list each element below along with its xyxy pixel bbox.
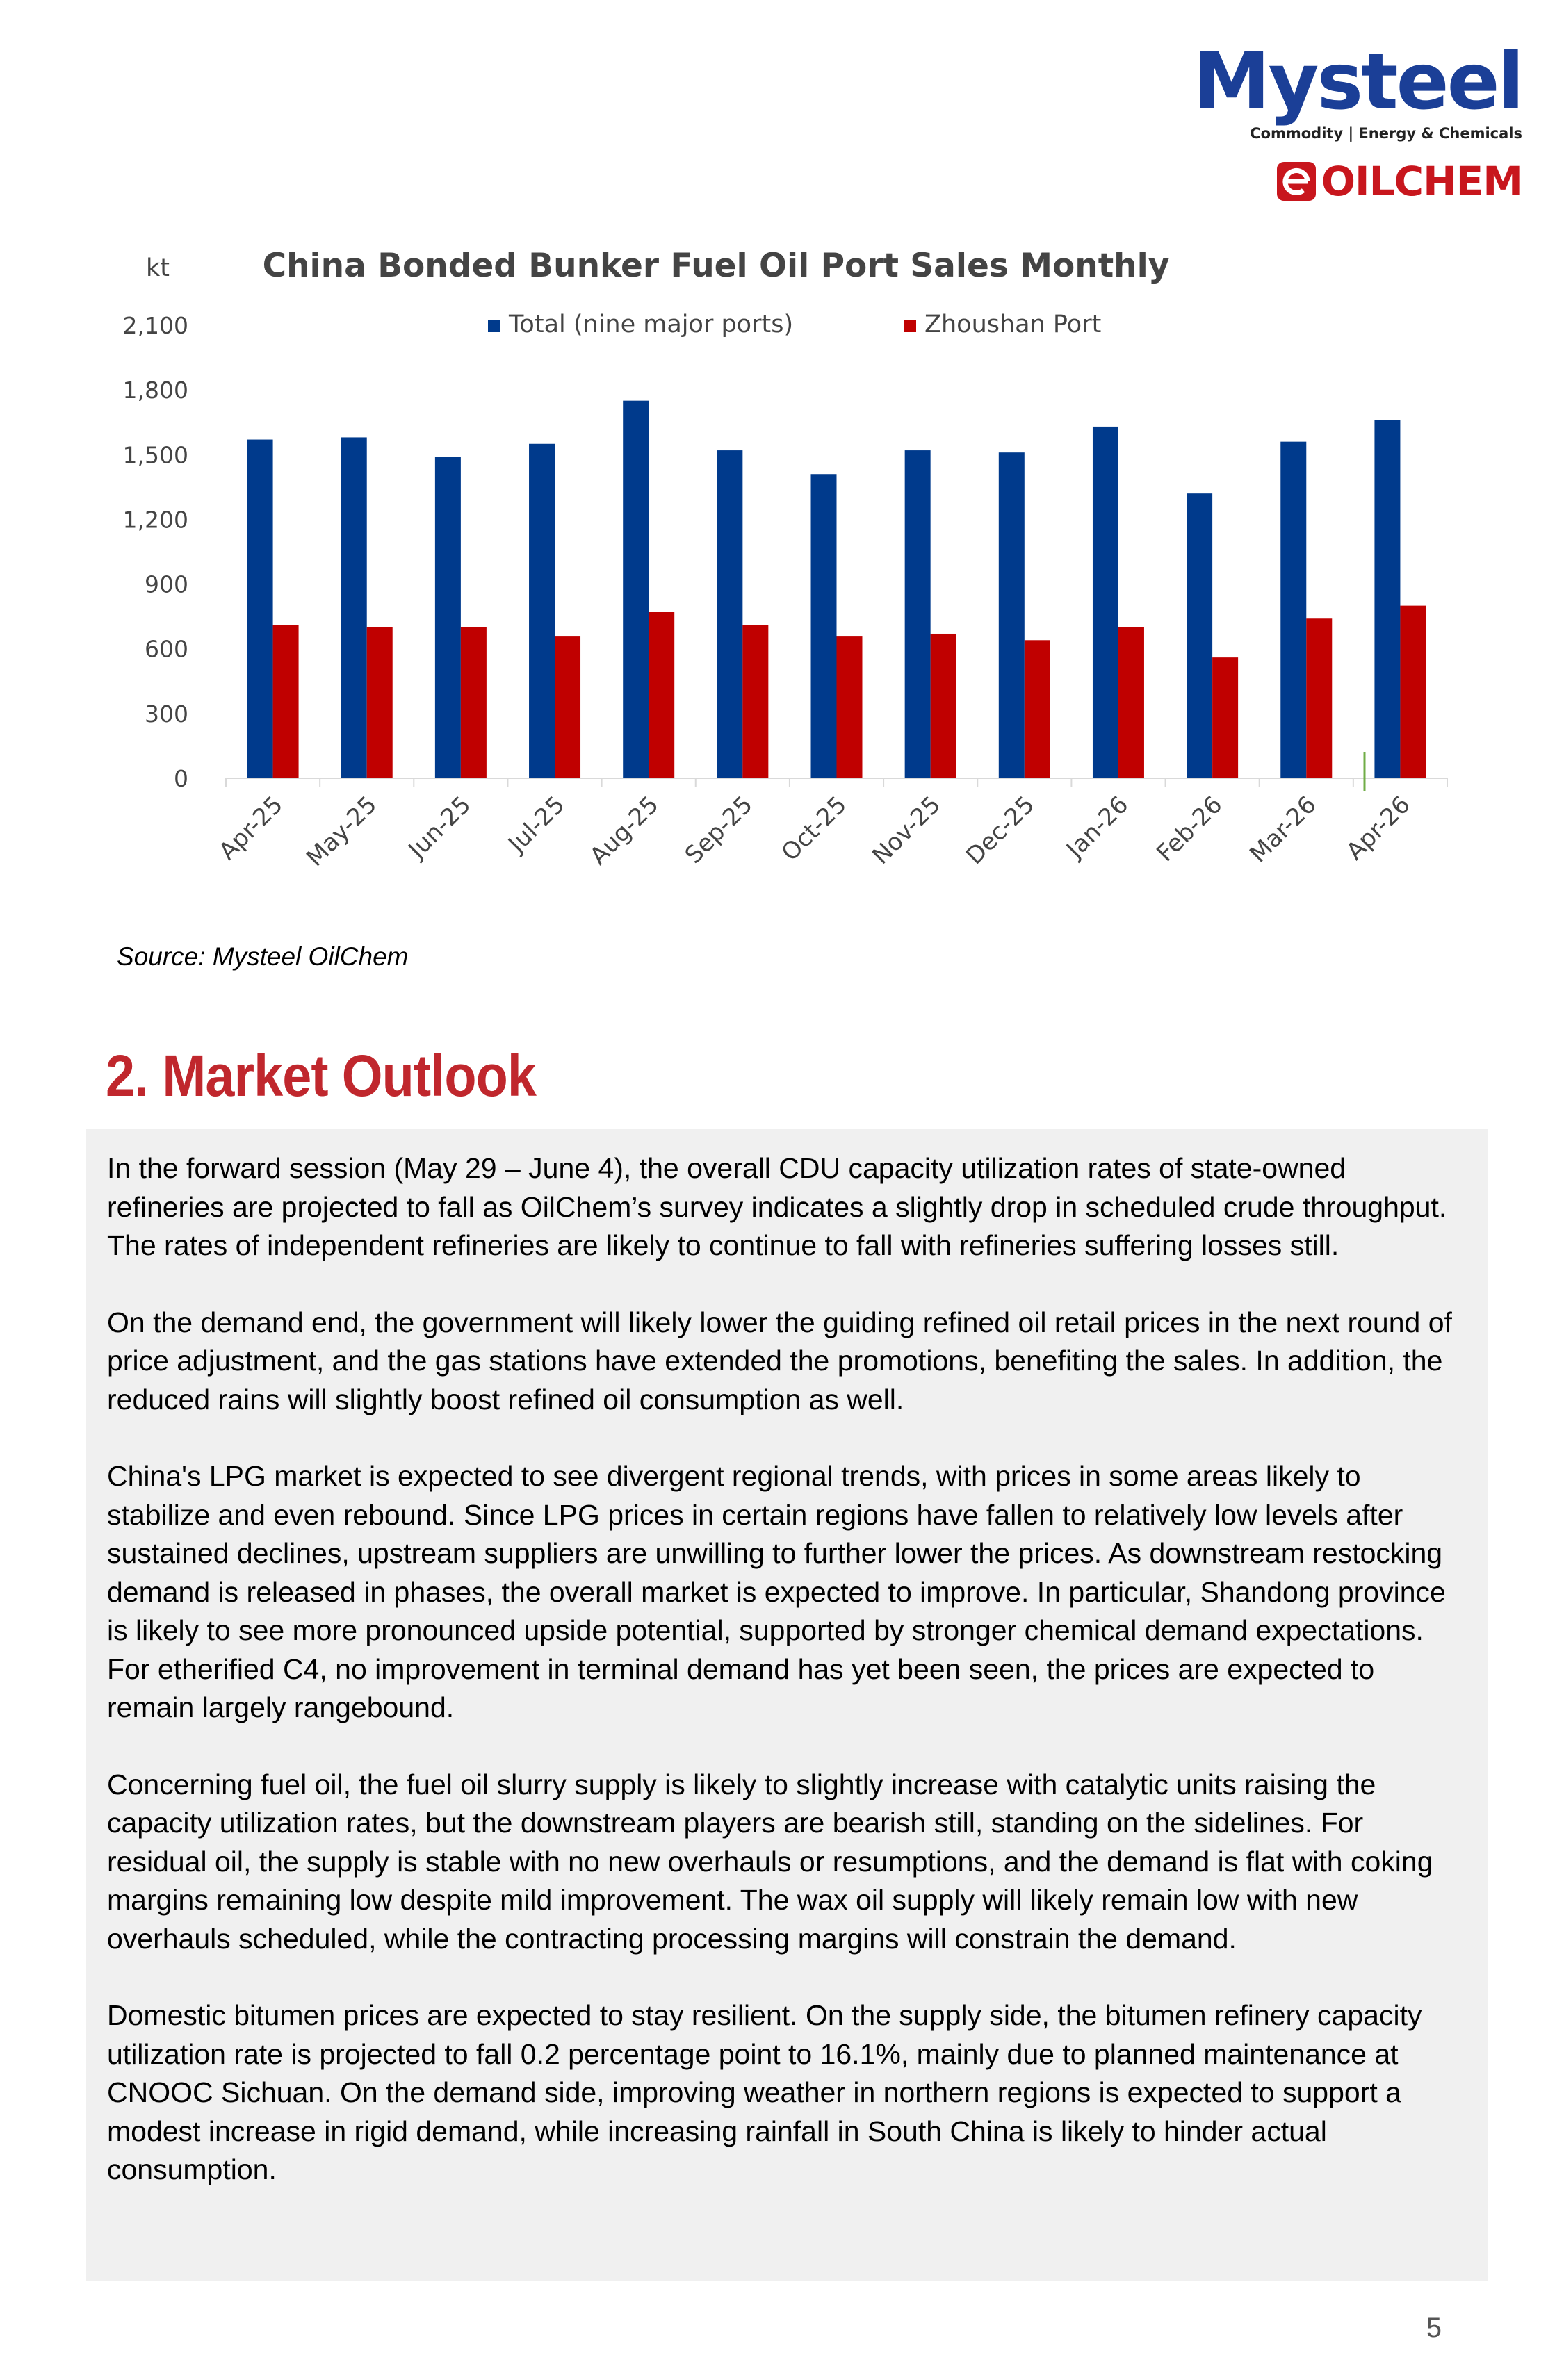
x-tick-label: Nov-25 [867,791,947,870]
legend-label: Zhoushan Port [924,311,1102,338]
legend-swatch [488,320,500,332]
bar-Apr-25-zhoushan [273,625,299,778]
logo-tagline: Commodity | Energy & Chemicals [1250,125,1522,142]
bar-Aug-25-total [623,401,649,778]
chart-title: China Bonded Bunker Fuel Oil Port Sales Monthly [262,247,1170,285]
y-tick-label: 1,200 [122,506,188,534]
oilchem-logo [1276,158,1522,204]
outlook-paragraph: In the forward session (May 29 – June 4), the overall CDU capacity utilization rates of state-owned refineries are projected to fall as OilChem’s survey indicates a slightly drop in scheduled crude throughput. The rates of independent refineries are likely to continue to fall with refineries suffering losses still. [107,1152,1447,1261]
oilchem-wordmark: OILCHEM [1321,158,1522,205]
bar-Sep-25-total [717,450,742,778]
x-tick-label: Jul-25 [503,791,571,858]
bar-Oct-25-zhoushan [837,636,863,778]
oilchem-mark-icon [1276,161,1317,202]
outlook-paragraph: China's LPG market is expected to see divergent regional trends, with prices in some areas likely to stabilize and even rebound. Since LPG prices in certain regions have fallen to relatively low levels after sustained declines, upstream suppliers are unwilling to further lower the prices. As downstream restocking demand is released in phases, the overall market is expected to improve. In particular, Shandong province is likely to see more pronounced upside potential, supported by stronger chemical demand expectations. For etherified C4, no improvement in terminal demand has yet been seen, the prices are expected to remain largely rangebound. [107,1460,1446,1723]
x-tick-label: Feb-26 [1151,791,1228,868]
y-tick-label: 2,100 [122,312,188,339]
bar-Apr-25-total [247,440,273,778]
outlook-paragraph: On the demand end, the government will likely lower the guiding refined oil retail prices in the next round of price adjustment, and the gas stations have extended the promotions, benefiting the sales. In addition, the reduced rains will slightly boost refined oil consumption as well. [107,1306,1452,1415]
chart-canvas [90,229,1515,952]
bar-Sep-25-zhoushan [742,625,768,778]
bar-Jan-26-zhoushan [1118,627,1144,778]
x-tick-label: Dec-25 [961,791,1041,871]
bar-Oct-25-total [811,474,837,778]
x-tick-label: Mar-26 [1244,791,1322,869]
bar-Nov-25-zhoushan [931,634,956,778]
bar-Aug-25-zhoushan [649,612,674,778]
bar-Mar-26-total [1280,442,1306,778]
bar-Mar-26-zhoushan [1306,618,1332,778]
bar-Dec-25-total [999,452,1025,778]
section-title: 2. Market Outlook [106,1043,537,1108]
x-tick-label: Apr-26 [1341,791,1416,866]
bar-May-25-zhoushan [367,627,393,778]
bar-Apr-26-total [1374,420,1400,778]
y-tick-label: 1,800 [122,377,188,404]
x-tick-label: Apr-25 [213,791,288,866]
bar-Jun-25-zhoushan [461,627,487,778]
y-tick-label: 600 [145,635,188,663]
market-outlook-box [86,1129,1488,2281]
legend-swatch [904,320,916,332]
y-tick-label: 300 [145,700,188,728]
x-tick-label: Sep-25 [679,791,758,869]
bar-Feb-26-total [1187,493,1212,778]
bar-series [247,401,1426,778]
x-tick-label: May-25 [301,791,383,872]
bar-Jan-26-total [1093,427,1118,778]
outlook-paragraph: Concerning fuel oil, the fuel oil slurry supply is likely to slightly increase with catalytic units raising the capacity utilization rates, but the downstream players are bearish still, standing on the sidelines. For residual oil, the supply is stable with no new overhauls or resumptions, and the demand is flat with coking margins remaining low despite mild improvement. The wax oil supply will likely remain low with new overhauls scheduled, while the contracting processing margins will constrain the demand. [107,1768,1433,1955]
y-tick-label: 1,500 [122,441,188,469]
y-tick-label: 900 [145,571,188,598]
page-number: 5 [1426,2313,1442,2343]
chart-legend [488,311,1101,338]
legend-label: Total (nine major ports) [509,311,794,338]
bar-Jul-25-total [529,444,555,778]
bar-Feb-26-zhoushan [1212,657,1238,778]
y-tick-label: 0 [174,765,188,792]
bar-Jul-25-zhoushan [555,636,580,778]
bunker-sales-chart [90,229,1515,952]
logo-wordmark: Mysteel [1193,37,1522,127]
bar-Dec-25-zhoushan [1025,640,1050,778]
x-tick-label: Oct-25 [776,791,852,867]
y-axis-unit: kt [146,254,170,282]
bar-Apr-26-zhoushan [1400,606,1426,778]
bar-Nov-25-total [905,450,931,778]
mysteel-oilchem-logo [1193,37,1522,205]
x-tick-label: Jun-25 [403,791,477,864]
chart-source: Source: Mysteel OilChem [117,942,409,971]
y-axis [123,312,188,792]
bar-May-25-total [341,437,367,778]
x-tick-label: Jan-26 [1061,791,1134,864]
bar-Jun-25-total [435,457,461,778]
outlook-paragraph: Domestic bitumen prices are expected to stay resilient. On the supply side, the bitumen refinery capacity utilization rate is projected to fall 0.2 percentage point to 16.1%, mainly due to planned maintenance at CNOOC Sichuan. On the demand side, improving weather in northern regions is expected to support a modest increase in rigid demand, while increasing rainfall in South China is likely to hinder actual consumption. [107,1999,1422,2185]
x-axis [213,778,1447,872]
x-tick-label: Aug-25 [585,791,665,871]
